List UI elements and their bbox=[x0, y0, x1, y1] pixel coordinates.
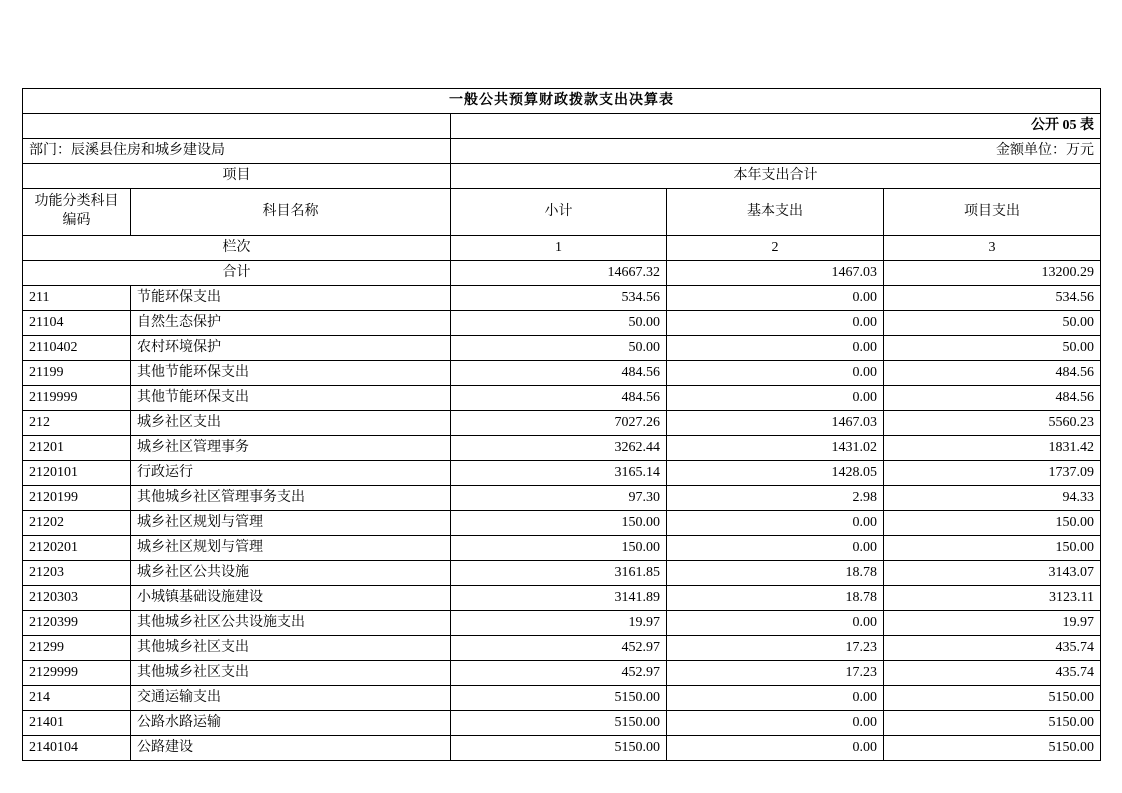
row-subtotal: 5150.00 bbox=[451, 686, 667, 711]
row-name: 其他城乡社区支出 bbox=[131, 661, 451, 686]
row-name: 城乡社区支出 bbox=[131, 411, 451, 436]
row-code: 21401 bbox=[23, 711, 131, 736]
row-name: 城乡社区公共设施 bbox=[131, 561, 451, 586]
row-project: 435.74 bbox=[884, 636, 1101, 661]
table-row bbox=[23, 586, 1101, 611]
public-form-label: 公开 05 表 bbox=[451, 114, 1101, 139]
row-project: 484.56 bbox=[884, 386, 1101, 411]
row-project: 3143.07 bbox=[884, 561, 1101, 586]
row-basic: 0.00 bbox=[667, 286, 884, 311]
row-subtotal: 150.00 bbox=[451, 536, 667, 561]
row-subtotal: 534.56 bbox=[451, 286, 667, 311]
budget-expenditure-table bbox=[22, 88, 1101, 761]
row-code: 212 bbox=[23, 411, 131, 436]
row-project: 50.00 bbox=[884, 336, 1101, 361]
public-label-row bbox=[23, 114, 1101, 139]
row-subtotal: 50.00 bbox=[451, 336, 667, 361]
row-code: 2129999 bbox=[23, 661, 131, 686]
row-project: 5150.00 bbox=[884, 686, 1101, 711]
row-code: 2120201 bbox=[23, 536, 131, 561]
row-basic: 17.23 bbox=[667, 661, 884, 686]
row-basic: 0.00 bbox=[667, 736, 884, 761]
row-project: 5150.00 bbox=[884, 736, 1101, 761]
total-project: 13200.29 bbox=[884, 261, 1101, 286]
row-project: 5150.00 bbox=[884, 711, 1101, 736]
row-basic: 0.00 bbox=[667, 711, 884, 736]
table-row bbox=[23, 686, 1101, 711]
row-subtotal: 452.97 bbox=[451, 636, 667, 661]
row-subtotal: 150.00 bbox=[451, 511, 667, 536]
table-row bbox=[23, 486, 1101, 511]
row-subtotal: 484.56 bbox=[451, 386, 667, 411]
table-row bbox=[23, 561, 1101, 586]
row-project: 94.33 bbox=[884, 486, 1101, 511]
row-basic: 2.98 bbox=[667, 486, 884, 511]
row-subtotal: 3262.44 bbox=[451, 436, 667, 461]
department-label: 部门：辰溪县住房和城乡建设局 bbox=[23, 139, 451, 164]
column-header-func-code: 功能分类科目编码 bbox=[23, 189, 131, 236]
column-header-project: 项目支出 bbox=[884, 189, 1101, 236]
row-code: 214 bbox=[23, 686, 131, 711]
row-code: 2120303 bbox=[23, 586, 131, 611]
row-subtotal: 5150.00 bbox=[451, 711, 667, 736]
row-subtotal: 5150.00 bbox=[451, 736, 667, 761]
row-code: 2110402 bbox=[23, 336, 131, 361]
lane-label: 栏次 bbox=[23, 236, 451, 261]
blank-cell-left bbox=[23, 114, 451, 139]
row-name: 农村环境保护 bbox=[131, 336, 451, 361]
row-subtotal: 19.97 bbox=[451, 611, 667, 636]
row-subtotal: 50.00 bbox=[451, 311, 667, 336]
row-basic: 1428.05 bbox=[667, 461, 884, 486]
lane-number-1: 1 bbox=[451, 236, 667, 261]
row-code: 2140104 bbox=[23, 736, 131, 761]
table-row bbox=[23, 636, 1101, 661]
page-title: 一般公共预算财政拨款支出决算表 bbox=[23, 89, 1101, 114]
row-name: 其他节能环保支出 bbox=[131, 361, 451, 386]
row-subtotal: 3161.85 bbox=[451, 561, 667, 586]
row-code: 21203 bbox=[23, 561, 131, 586]
row-code: 21201 bbox=[23, 436, 131, 461]
row-basic: 0.00 bbox=[667, 386, 884, 411]
row-basic: 17.23 bbox=[667, 636, 884, 661]
row-code: 2119999 bbox=[23, 386, 131, 411]
row-subtotal: 7027.26 bbox=[451, 411, 667, 436]
row-subtotal: 452.97 bbox=[451, 661, 667, 686]
table-row bbox=[23, 286, 1101, 311]
row-name: 其他城乡社区管理事务支出 bbox=[131, 486, 451, 511]
table-row bbox=[23, 661, 1101, 686]
group-header-year-total: 本年支出合计 bbox=[451, 164, 1101, 189]
row-basic: 1467.03 bbox=[667, 411, 884, 436]
row-project: 534.56 bbox=[884, 286, 1101, 311]
row-code: 21199 bbox=[23, 361, 131, 386]
row-name: 城乡社区规划与管理 bbox=[131, 511, 451, 536]
table-row bbox=[23, 511, 1101, 536]
amount-unit-label: 金额单位：万元 bbox=[451, 139, 1101, 164]
group-header-project: 项目 bbox=[23, 164, 451, 189]
total-basic: 1467.03 bbox=[667, 261, 884, 286]
row-subtotal: 3141.89 bbox=[451, 586, 667, 611]
row-project: 3123.11 bbox=[884, 586, 1101, 611]
row-project: 484.56 bbox=[884, 361, 1101, 386]
row-name: 城乡社区规划与管理 bbox=[131, 536, 451, 561]
table-row bbox=[23, 736, 1101, 761]
row-subtotal: 97.30 bbox=[451, 486, 667, 511]
row-name: 城乡社区管理事务 bbox=[131, 436, 451, 461]
row-name: 其他城乡社区支出 bbox=[131, 636, 451, 661]
table-row bbox=[23, 611, 1101, 636]
row-code: 21104 bbox=[23, 311, 131, 336]
title-row bbox=[23, 89, 1101, 114]
row-project: 1831.42 bbox=[884, 436, 1101, 461]
row-subtotal: 3165.14 bbox=[451, 461, 667, 486]
table-row bbox=[23, 536, 1101, 561]
row-name: 节能环保支出 bbox=[131, 286, 451, 311]
total-row bbox=[23, 261, 1101, 286]
table-row bbox=[23, 436, 1101, 461]
row-basic: 0.00 bbox=[667, 511, 884, 536]
row-name: 其他节能环保支出 bbox=[131, 386, 451, 411]
row-name: 交通运输支出 bbox=[131, 686, 451, 711]
table-row bbox=[23, 411, 1101, 436]
table-row bbox=[23, 461, 1101, 486]
column-header-subject-name: 科目名称 bbox=[131, 189, 451, 236]
row-code: 2120199 bbox=[23, 486, 131, 511]
lane-row bbox=[23, 236, 1101, 261]
row-project: 150.00 bbox=[884, 536, 1101, 561]
row-basic: 0.00 bbox=[667, 536, 884, 561]
row-code: 211 bbox=[23, 286, 131, 311]
row-name: 其他城乡社区公共设施支出 bbox=[131, 611, 451, 636]
row-basic: 0.00 bbox=[667, 336, 884, 361]
row-name: 自然生态保护 bbox=[131, 311, 451, 336]
row-project: 19.97 bbox=[884, 611, 1101, 636]
row-name: 公路水路运输 bbox=[131, 711, 451, 736]
lane-number-3: 3 bbox=[884, 236, 1101, 261]
table-row bbox=[23, 336, 1101, 361]
row-subtotal: 484.56 bbox=[451, 361, 667, 386]
department-row bbox=[23, 139, 1101, 164]
row-name: 公路建设 bbox=[131, 736, 451, 761]
row-code: 2120399 bbox=[23, 611, 131, 636]
row-project: 435.74 bbox=[884, 661, 1101, 686]
column-header-subtotal: 小计 bbox=[451, 189, 667, 236]
row-basic: 18.78 bbox=[667, 586, 884, 611]
column-header-basic: 基本支出 bbox=[667, 189, 884, 236]
row-project: 50.00 bbox=[884, 311, 1101, 336]
row-project: 1737.09 bbox=[884, 461, 1101, 486]
column-header-row bbox=[23, 189, 1101, 236]
group-header-row bbox=[23, 164, 1101, 189]
row-name: 行政运行 bbox=[131, 461, 451, 486]
row-name: 小城镇基础设施建设 bbox=[131, 586, 451, 611]
table-row bbox=[23, 711, 1101, 736]
row-basic: 1431.02 bbox=[667, 436, 884, 461]
total-subtotal: 14667.32 bbox=[451, 261, 667, 286]
table-row bbox=[23, 311, 1101, 336]
row-basic: 0.00 bbox=[667, 611, 884, 636]
row-code: 2120101 bbox=[23, 461, 131, 486]
table-row bbox=[23, 361, 1101, 386]
table-row bbox=[23, 386, 1101, 411]
total-label: 合计 bbox=[23, 261, 451, 286]
row-basic: 18.78 bbox=[667, 561, 884, 586]
row-project: 150.00 bbox=[884, 511, 1101, 536]
row-basic: 0.00 bbox=[667, 686, 884, 711]
row-code: 21299 bbox=[23, 636, 131, 661]
row-basic: 0.00 bbox=[667, 311, 884, 336]
row-project: 5560.23 bbox=[884, 411, 1101, 436]
lane-number-2: 2 bbox=[667, 236, 884, 261]
row-code: 21202 bbox=[23, 511, 131, 536]
row-basic: 0.00 bbox=[667, 361, 884, 386]
